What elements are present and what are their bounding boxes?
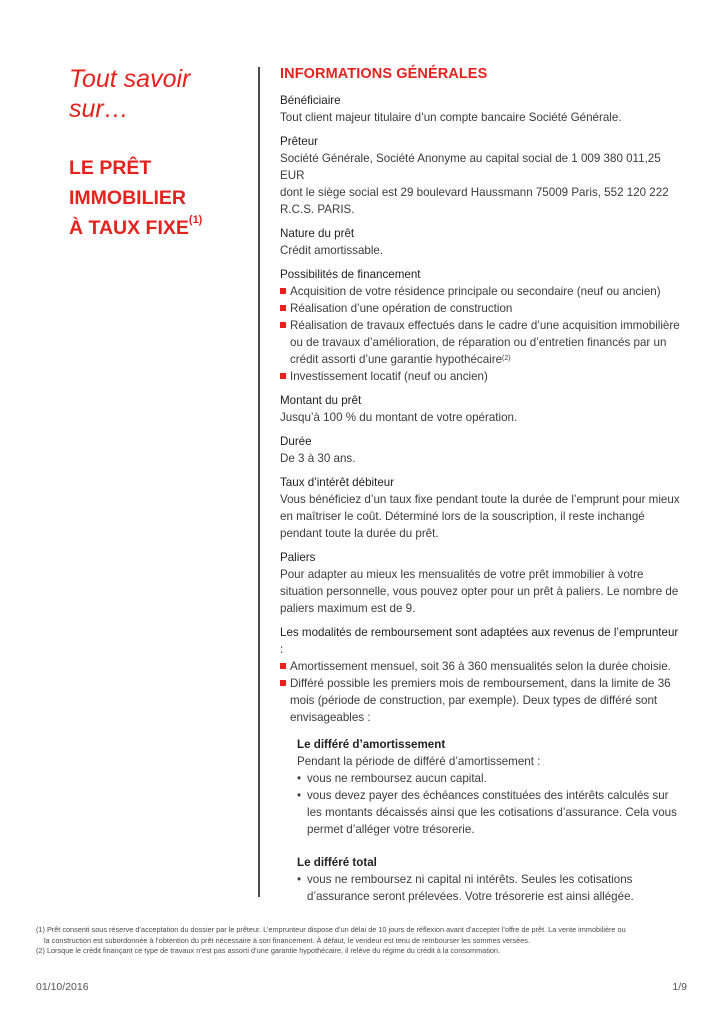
list-item [280,368,680,385]
taux-block [280,474,680,542]
bullet-dot-icon: • [297,873,302,886]
footnote-ref: (2) [502,355,511,362]
differe-amortissement-intro: Pendant la période de différé d’amortissement : [297,755,541,768]
taux-label: Taux d’intérêt débiteur [280,476,395,489]
list-item-text: Acquisition de votre résidence principale ou secondaire (neuf ou ancien) [290,285,661,298]
column-divider [258,67,260,897]
list-item [280,658,680,675]
paliers-block [280,549,680,617]
bullet-square-icon [280,288,286,294]
nature-text: Crédit amortissable. [280,244,384,257]
footnote-2: (2) Lorsque le crédit finançant ce type de travaux n’est pas assorti d’une garantie hypothécaire, il relève du régime du crédit à la consommation. [36,946,501,955]
list-item-text: Amortissement mensuel, soit 36 à 360 mensualités selon la durée choisie. [290,660,671,673]
preteur-line-2: dont le siège social est 29 boulevard Haussmann 75009 Paris, 552 120 222 [280,186,669,199]
paliers-label: Paliers [280,551,316,564]
bullet-dot-icon: • [297,789,302,802]
list-item [297,787,680,838]
title-line-1: LE PRÊT [69,157,152,179]
differe-total-list [297,871,680,905]
list-item-text: vous ne remboursez aucun capital. [307,772,487,785]
duree-block [280,433,680,467]
preteur-line-3: R.C.S. PARIS. [280,203,355,216]
list-item [280,317,680,368]
financement-label: Possibilités de financement [280,268,421,281]
list-item-text: Réalisation de travaux effectués dans le cadre d’une acquisition immobilière ou de travaux d’amélioration, de réparation ou d’entretien financés par un crédit assorti d’une garantie hypothécaire [290,319,680,366]
list-item-text: Réalisation d’une opération de construction [290,302,513,315]
info-column [280,64,680,912]
montant-block [280,392,680,426]
list-item-text: Différé possible les premiers mois de remboursement, dans la limite de 36 mois (période de construction, par exemple). Deux types de différé sont envisageables : [290,677,671,724]
title-footnote-ref: (1) [188,214,203,226]
left-column [69,64,249,243]
bullet-dot-icon: • [297,772,302,785]
beneficiaire-text: Tout client majeur titulaire d’un compte bancaire Société Générale. [280,111,622,124]
duree-text: De 3 à 30 ans. [280,452,356,465]
nature-block [280,225,680,259]
preteur-block [280,133,680,218]
footer-date: 01/10/2016 [36,981,89,993]
list-item [280,283,680,300]
taux-text: Vous bénéficiez d’un taux fixe pendant toute la durée de l’emprunt pour mieux en maîtriser le coût. Déterminé lors de la souscription, il reste inchangé pendant toute la durée du prêt. [280,493,680,540]
beneficiaire-block [280,92,680,126]
preteur-line-1: Société Générale, Société Anonyme au capital social de 1 009 380 011,25 EUR [280,152,661,182]
beneficiaire-label: Bénéficiaire [280,94,341,107]
list-item-text: vous ne remboursez ni capital ni intérêts. Seules les cotisations d’assurance seront prélevées. Votre trésorerie est ainsi allégée. [307,873,634,903]
list-item [280,675,680,726]
bullet-square-icon [280,680,286,686]
preteur-label: Prêteur [280,135,319,148]
list-item [280,300,680,317]
title-line-3-text: À TAUX FIXE [69,217,189,239]
bullet-square-icon [280,663,286,669]
bullet-square-icon [280,305,286,311]
differe-amortissement-label: Le différé d’amortissement [297,738,446,751]
financement-list [280,283,680,385]
modalites-label: Les modalités de remboursement sont adaptées aux revenus de l’emprunteur : [280,626,679,656]
section-heading: INFORMATIONS GÉNÉRALES [280,66,488,82]
intro-line-1: Tout savoir [69,65,191,93]
bullet-square-icon [280,373,286,379]
montant-text: Jusqu’à 100 % du montant de votre opération. [280,411,518,424]
title-line-2: IMMOBILIER [69,187,186,209]
modalites-list [280,658,680,726]
differe-total-label: Le différé total [297,856,377,869]
nature-label: Nature du prêt [280,227,355,240]
list-item-text: Investissement locatif (neuf ou ancien) [290,370,488,383]
footnote-1-line-2: la construction est subordonnée à l’obtention du prêt nécessaire à son financement. À défaut, le vendeur est tenu de rembourser les sommes versées. [44,935,530,945]
page-number: 1/9 [672,981,687,993]
differe-amortissement-list [297,770,680,838]
footnotes [36,925,696,957]
title-line-3 [69,213,249,243]
document-title [69,153,249,243]
paliers-text: Pour adapter au mieux les mensualités de votre prêt immobilier à votre situation personnelle, vous pouvez opter pour un prêt à paliers. Le nombre de paliers maximum est de 9. [280,568,679,615]
list-item [297,871,680,905]
financement-block [280,266,680,385]
intro-heading [69,64,249,124]
modalites-block [280,624,680,905]
intro-line-2: sur… [69,95,129,123]
montant-label: Montant du prêt [280,394,362,407]
duree-label: Durée [280,435,312,448]
list-item [297,770,680,787]
differe-total-block [297,854,680,905]
differe-amortissement-block [297,736,680,838]
footnote-1-line-1: (1) Prêt consenti sous réserve d’acceptation du dossier par le prêteur. L’emprunteur dispose d’un délai de 10 jours de réflexion avant d’accepter l’offre de prêt. La vente immobilière ou [36,925,626,934]
bullet-square-icon [280,322,286,328]
list-item-text: vous devez payer des échéances constituées des intérêts calculés sur les montants décaissés ainsi que les cotisations d’assurance. Cela vous permet d’alléger votre trésorerie. [307,789,677,836]
